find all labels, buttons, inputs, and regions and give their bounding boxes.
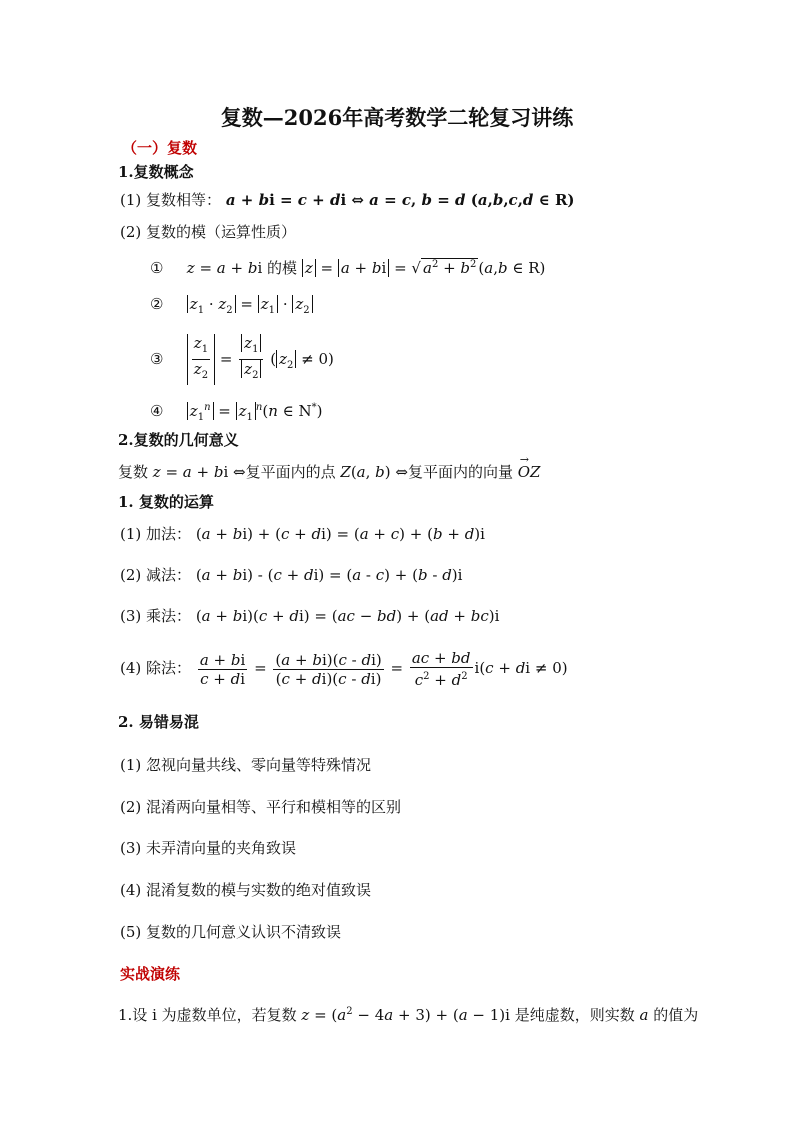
- mistake-item-2: (2) 混淆两向量相等、平行和模相等的区别: [120, 798, 402, 816]
- modulus-property-2: [150, 294, 313, 321]
- heading-geometric-meaning: 2.复数的几何意义: [118, 431, 239, 449]
- practice-question-1: 1.设 i 为虚数单位，若复数 $z = (a^2 - 4a + 3) + (a - 1)i$ 是纯虚数，则实数 a 的值为: [118, 1006, 699, 1024]
- modulus-property-4: [150, 398, 323, 428]
- subtraction-formula: (a + bi) - (c + di) = (a - c) + (b - d)i: [195, 566, 463, 584]
- item-complex-equality: [120, 190, 575, 210]
- heading-complex-concept: 1.复数概念: [118, 163, 194, 181]
- page-title: 复数—2026年高考数学二轮复习讲练: [220, 105, 574, 130]
- modulus-property-3: [150, 334, 334, 385]
- formula-modulus-def: z = a + bi 的模 z = a + bi = √ $a^2 + b^2$ (a,b ∈ R): [186, 259, 546, 277]
- geometric-meaning-text: 复数 z = a + bi ⇔复平面内的点 Z(a, b) ⇔复平面内的向量 → OZ: [118, 462, 540, 482]
- mistake-item-1: (1) 忽视向量共线、零向量等特殊情况: [120, 756, 372, 774]
- marker-1: ①: [150, 259, 164, 277]
- formula-equality: a + bi = c + di ⇔ a = c, b = d (a,b,c,d ∈ R): [225, 191, 575, 209]
- item-label: (1) 复数相等：: [120, 191, 222, 209]
- addition-label: (1) 加法：: [120, 525, 192, 543]
- subtraction-label: (2) 减法：: [120, 566, 192, 584]
- operation-division: [120, 648, 568, 689]
- multiplication-label: (3) 乘法：: [120, 607, 192, 625]
- marker-3: ③: [150, 349, 164, 368]
- formula-modulus-power: $z_1^n = z_1^n(n$ ∈ N*): [187, 402, 323, 420]
- division-formula: $\frac{a + bi}{c + di}$ = $\frac{(a + bi)(c - di)}{(c + di)(c - di)}$ = $\frac{ac + bd}{c^2 + d^2}$ i(c + di ≠ 0): [199, 649, 568, 689]
- division-label: (4) 除法：: [120, 659, 192, 677]
- heading-common-mistakes: 2. 易错易混: [118, 713, 199, 731]
- heading-practice: 实战演练: [120, 965, 181, 983]
- operation-multiplication: [120, 606, 499, 626]
- heading-complex-operations: 1. 复数的运算: [118, 493, 214, 511]
- modulus-property-1: [150, 255, 545, 278]
- multiplication-formula: (a + bi)(c + di) = (ac − bd) + (ad + bc)i: [195, 607, 500, 625]
- formula-modulus-quotient: $\frac{z_1}{z_2}$ = $\frac{z_1}{z_2}$ ( $z_2 \ne 0$): [187, 350, 334, 368]
- formula-modulus-product: $z_1 \cdot z_2 = z_1 \cdot z_2$: [187, 295, 313, 313]
- operation-addition: [120, 524, 485, 544]
- section-heading-complex: （一）复数: [122, 139, 198, 157]
- addition-formula: (a + bi) + (c + di) = (a + c) + (b + d)i: [195, 525, 485, 543]
- operation-subtraction: [120, 565, 462, 585]
- marker-4: ④: [150, 402, 164, 420]
- mistake-item-4: (4) 混淆复数的模与实数的绝对值致误: [120, 881, 372, 899]
- mistake-item-3: (3) 未弄清向量的夹角致误: [120, 839, 297, 857]
- item-complex-modulus: (2) 复数的模（运算性质）: [120, 223, 297, 241]
- marker-2: ②: [150, 295, 164, 313]
- mistake-item-5: (5) 复数的几何意义认识不清致误: [120, 923, 342, 941]
